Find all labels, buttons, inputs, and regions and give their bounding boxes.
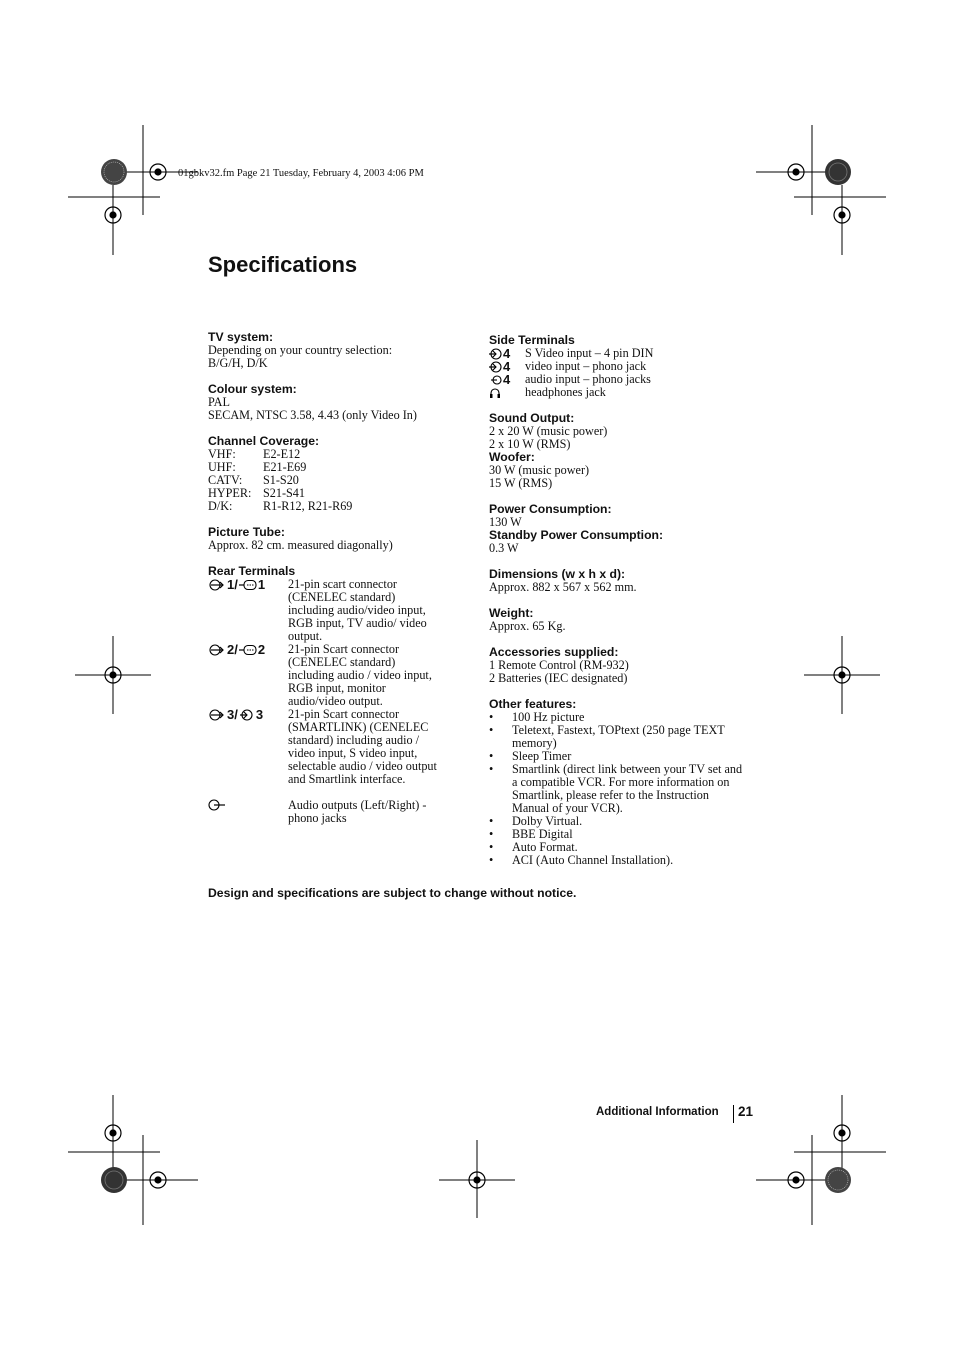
text-line: 130 W	[489, 515, 522, 529]
rear-terminal-2	[208, 643, 478, 708]
text-line: 15 W (RMS)	[489, 476, 553, 490]
text-line: Approx. 82 cm. measured diagonally)	[208, 538, 393, 552]
text-line: 0.3 W	[489, 541, 519, 555]
change-notice: Design and specifications are subject to change without notice.	[208, 886, 577, 900]
features-list	[489, 711, 749, 867]
terminal-description: 21-pin Scart connector (CENELEC standard) including audio / video input, RGB input, monitor audio/video output.	[288, 642, 432, 708]
scart-out-icon	[239, 579, 257, 591]
text-line: 30 W (music power)	[489, 463, 590, 477]
audio-out-icon	[208, 799, 226, 811]
section-heading: TV system:	[208, 330, 274, 344]
band-range: E21-E69	[263, 460, 307, 474]
side-terminal-desc: video input – phono jack	[525, 359, 647, 373]
side-terminal-desc: audio input – phono jacks	[525, 372, 651, 386]
section-heading: Accessories supplied:	[489, 645, 619, 659]
section-heading: Colour system:	[208, 382, 297, 396]
list-item: • ACI (Auto Channel Installation).	[489, 854, 749, 867]
audio-out-symbol	[208, 799, 288, 811]
side-terminal-row	[489, 386, 759, 399]
scart-in-out-icon	[208, 709, 226, 721]
section-heading: Sound Output:	[489, 411, 575, 425]
weight-section	[489, 607, 759, 633]
band-label: HYPER:	[208, 486, 252, 500]
tv-system-section	[208, 331, 478, 370]
scart-in-out-icon	[208, 644, 226, 656]
rear-terminals-section	[208, 565, 478, 825]
power-section	[489, 503, 759, 529]
channel-coverage-section	[208, 435, 478, 513]
list-item: • Sleep Timer	[489, 750, 749, 763]
text-line: Depending on your country selection:	[208, 343, 393, 357]
dimensions-section	[489, 568, 759, 594]
list-item: • Smartlink (direct link between your TV set and a compatible VCR. For more information on Smartlink, please refer to the Instruction Manual of your VCR).	[489, 763, 749, 815]
other-features-section	[489, 698, 759, 867]
text-line: Approx. 882 x 567 x 562 mm.	[489, 580, 637, 594]
standby-section	[489, 529, 759, 555]
right-column	[489, 334, 759, 880]
text-line: 2 Batteries (IEC designated)	[489, 671, 628, 685]
audio-in-icon	[489, 374, 503, 386]
section-heading: Dimensions (w x h x d):	[489, 567, 626, 581]
side-terminal-row: 4 audio input – phono jacks	[489, 373, 759, 386]
woofer-section	[489, 451, 759, 490]
text-line: Approx. 65 Kg.	[489, 619, 566, 633]
side-terminal-row: 4 video input – phono jack	[489, 360, 759, 373]
side-terminal-desc: S Video input – 4 pin DIN	[525, 346, 654, 360]
band-label: D/K:	[208, 499, 233, 513]
band-label: CATV:	[208, 473, 243, 487]
file-header-info: 01gbkv32.fm Page 21 Tuesday, February 4, 2003 4:06 PM	[178, 168, 424, 179]
section-heading: Standby Power Consumption:	[489, 528, 664, 542]
headphones-icon	[489, 387, 501, 399]
scart-symbol: 3/ 3	[208, 708, 288, 721]
channel-row	[208, 500, 478, 513]
text-line: SECAM, NTSC 3.58, 4.43 (only Video In)	[208, 408, 417, 422]
side-terminals-section	[489, 334, 759, 399]
band-range: E2-E12	[263, 447, 301, 461]
terminal-description: 21-pin scart connector (CENELEC standard) including audio/video input, RGB input, TV audio/ video output.	[288, 577, 427, 643]
terminal-description: Audio outputs (Left/Right) - phono jacks	[288, 798, 427, 825]
section-heading: Power Consumption:	[489, 502, 612, 516]
list-item: • Auto Format.	[489, 841, 749, 854]
left-column	[208, 331, 478, 838]
video-in-icon	[489, 361, 503, 373]
terminal-description: 21-pin Scart connector (SMARTLINK) (CENELEC standard) including audio / video input, S video input, selectable audio / video output and Smartlink interface.	[288, 707, 437, 786]
channel-row	[208, 461, 478, 474]
side-terminal-row: 4 S Video input – 4 pin DIN	[489, 347, 759, 360]
section-heading: Channel Coverage:	[208, 434, 320, 448]
text-line: PAL	[208, 395, 230, 409]
side-terminal-desc: headphones jack	[525, 385, 606, 399]
picture-tube-section	[208, 526, 478, 552]
band-label: UHF:	[208, 460, 236, 474]
section-heading: Side Terminals	[489, 333, 575, 347]
footer-section-label: Additional Information	[596, 1106, 719, 1118]
text-line: 2 x 20 W (music power)	[489, 424, 608, 438]
rear-terminal-3	[208, 708, 478, 786]
list-item: • Teletext, Fastext, TOPtext (250 page TEXT memory)	[489, 724, 749, 750]
band-label: VHF:	[208, 447, 236, 461]
text-line: B/G/H, D/K	[208, 356, 268, 370]
s-video-in-icon	[239, 709, 255, 721]
rear-terminal-audio-out	[208, 799, 478, 825]
page-number: 21	[738, 1104, 754, 1119]
list-item: • BBE Digital	[489, 828, 749, 841]
scart-in-out-icon	[208, 579, 226, 591]
section-heading: Other features:	[489, 697, 577, 711]
s-video-in-icon	[489, 348, 503, 360]
band-range: S1-S20	[263, 473, 299, 487]
band-range: S21-S41	[263, 486, 305, 500]
text-line: 1 Remote Control (RM-932)	[489, 658, 629, 672]
section-heading: Rear Terminals	[208, 564, 296, 578]
list-item: • Dolby Virtual.	[489, 815, 749, 828]
channel-row	[208, 448, 478, 461]
footer-divider	[733, 1105, 734, 1123]
colour-system-section	[208, 383, 478, 422]
section-heading: Woofer:	[489, 450, 535, 464]
list-item: • 100 Hz picture	[489, 711, 749, 724]
scart-symbol: 1/ 1	[208, 578, 288, 591]
accessories-section	[489, 646, 759, 685]
scart-symbol: 2/ 2	[208, 643, 288, 656]
text-line: 2 x 10 W (RMS)	[489, 437, 571, 451]
sound-output-section	[489, 412, 759, 451]
scart-out-icon	[239, 644, 257, 656]
section-heading: Weight:	[489, 606, 534, 620]
rear-terminal-1	[208, 578, 478, 643]
section-heading: Picture Tube:	[208, 525, 285, 539]
page-title: Specifications	[208, 252, 358, 277]
band-range: R1-R12, R21-R69	[263, 499, 353, 513]
